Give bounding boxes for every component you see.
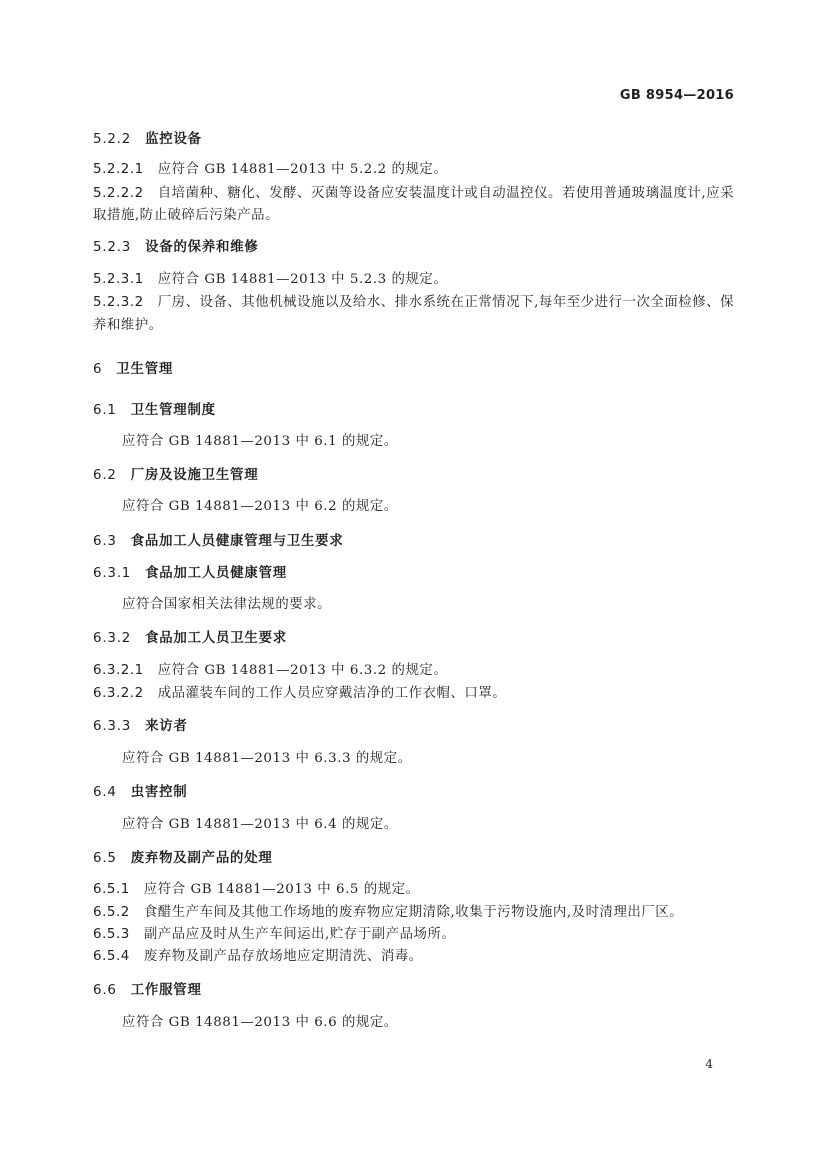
section-6-3-1-body: 应符合国家相关法律法规的要求。 — [122, 597, 332, 612]
clause-6-5-4 — [93, 948, 734, 966]
section-heading-6-3-1 — [93, 565, 734, 583]
section-title: 食品加工人员健康管理与卫生要求 — [130, 534, 344, 549]
clause-text: 应符合 GB 14881—2013 中 6.5 的规定。 — [143, 882, 420, 897]
section-number: 5.2.2 — [93, 132, 132, 147]
clause-6-5-2 — [93, 904, 734, 922]
chapter-title: 卫生管理 — [116, 362, 174, 377]
section-number: 6.2 — [93, 468, 117, 483]
section-heading-6-3-3 — [93, 718, 734, 736]
section-number: 6.4 — [93, 785, 117, 800]
chapter-number: 6 — [93, 362, 103, 377]
clause-number: 5.2.3.1 — [93, 272, 144, 287]
chapter-heading-6 — [93, 361, 734, 379]
clause-5-2-2-2 — [93, 185, 734, 203]
clause-text: 食醋生产车间及其他工作场地的废弃物应定期清除,收集于污物设施内,及时清理出厂区。 — [143, 905, 684, 920]
clause-text: 废弃物及副产品存放场地应定期清洗、消毒。 — [143, 949, 423, 964]
section-number: 5.2.3 — [93, 240, 132, 255]
section-number: 6.6 — [93, 983, 117, 998]
clause-5-2-3-2-continued: 养和维护。 — [93, 318, 163, 333]
section-heading-6-5 — [93, 850, 734, 868]
section-title: 工作服管理 — [130, 983, 202, 998]
clause-5-2-3-1 — [93, 271, 734, 289]
clause-number: 5.2.3.2 — [93, 295, 144, 310]
clause-6-3-2-1 — [93, 662, 734, 680]
section-heading-6-3-2 — [93, 630, 734, 648]
clause-6-5-3 — [93, 926, 734, 944]
clause-number: 6.3.2.1 — [93, 663, 144, 678]
section-title: 食品加工人员健康管理 — [145, 566, 287, 581]
clause-number: 6.5.4 — [93, 949, 130, 964]
clause-text: 厂房、设备、其他机械设施以及给水、排水系统在正常情况下,每年至少进行一次全面检修、保 — [157, 295, 735, 310]
section-number: 6.1 — [93, 403, 117, 418]
section-6-3-3-body: 应符合 GB 14881—2013 中 6.3.3 的规定。 — [122, 751, 412, 766]
section-6-6-body: 应符合 GB 14881—2013 中 6.6 的规定。 — [122, 1015, 398, 1030]
clause-number: 6.5.1 — [93, 882, 130, 897]
clause-number: 6.3.2.2 — [93, 686, 144, 701]
page-number: 4 — [705, 1057, 713, 1071]
clause-number: 6.5.2 — [93, 905, 130, 920]
section-heading-6-6 — [93, 982, 734, 1000]
section-heading-6-1 — [93, 402, 734, 420]
clause-6-5-1 — [93, 881, 734, 899]
section-number: 6.5 — [93, 851, 117, 866]
section-title: 食品加工人员卫生要求 — [145, 631, 287, 646]
section-number: 6.3.3 — [93, 719, 132, 734]
clause-number: 5.2.2.2 — [93, 186, 144, 201]
clause-text: 副产品应及时从生产车间运出,贮存于副产品场所。 — [143, 927, 456, 942]
clause-text: 自培菌种、糖化、发酵、灭菌等设备应安装温度计或自动温控仪。若使用普通玻璃温度计,应采 — [157, 186, 735, 201]
section-title: 设备的保养和维修 — [145, 240, 259, 255]
clause-6-3-2-2 — [93, 685, 734, 703]
clause-5-2-2-2-continued: 取措施,防止破碎后污染产品。 — [93, 208, 280, 223]
section-title: 来访者 — [145, 719, 188, 734]
section-heading-6-3 — [93, 533, 734, 551]
clause-number: 5.2.2.1 — [93, 162, 144, 177]
clause-text: 应符合 GB 14881—2013 中 5.2.2 的规定。 — [157, 162, 448, 177]
clause-5-2-2-1 — [93, 161, 734, 179]
clause-text: 应符合 GB 14881—2013 中 6.3.2 的规定。 — [157, 663, 448, 678]
section-6-2-body: 应符合 GB 14881—2013 中 6.2 的规定。 — [122, 499, 398, 514]
section-title: 卫生管理制度 — [130, 403, 216, 418]
section-heading-5-2-2 — [93, 131, 734, 149]
clause-text: 应符合 GB 14881—2013 中 5.2.3 的规定。 — [157, 272, 448, 287]
section-title: 虫害控制 — [130, 785, 188, 800]
section-number: 6.3 — [93, 534, 117, 549]
section-heading-6-4 — [93, 784, 734, 802]
section-heading-5-2-3 — [93, 239, 734, 257]
section-heading-6-2 — [93, 467, 734, 485]
section-number: 6.3.1 — [93, 566, 132, 581]
clause-5-2-3-2 — [93, 294, 734, 312]
section-title: 厂房及设施卫生管理 — [130, 468, 259, 483]
section-6-4-body: 应符合 GB 14881—2013 中 6.4 的规定。 — [122, 817, 398, 832]
standard-id-header: GB 8954—2016 — [619, 88, 734, 103]
section-title: 废弃物及副产品的处理 — [130, 851, 273, 866]
clause-number: 6.5.3 — [93, 927, 130, 942]
section-title: 监控设备 — [145, 132, 202, 147]
section-number: 6.3.2 — [93, 631, 132, 646]
clause-text: 成品灌装车间的工作人员应穿戴洁净的工作衣帽、口罩。 — [157, 686, 507, 701]
section-6-1-body: 应符合 GB 14881—2013 中 6.1 的规定。 — [122, 434, 398, 449]
